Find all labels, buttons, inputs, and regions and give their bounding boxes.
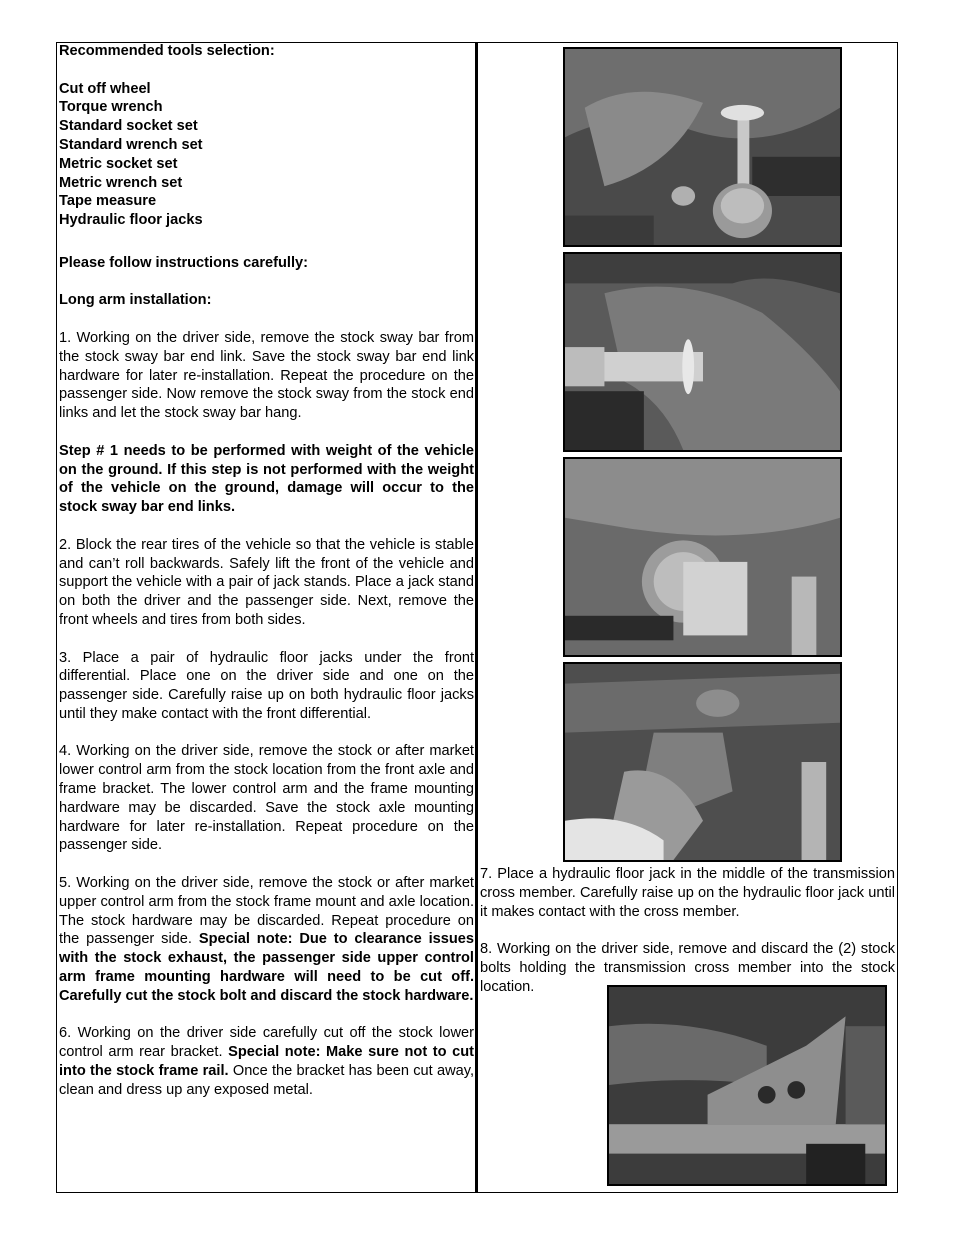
tool-item: Metric socket set <box>59 155 178 172</box>
photo-frame-cut <box>563 252 842 452</box>
step-5-text: 5. Working on the driver side, remove the stock or after market upper control arm from the stock frame mount and axle location. The stock hardware may be discarded. Repeat procedure on the passenger side. <box>59 875 474 948</box>
step-6 <box>59 1024 474 1099</box>
photo-grinder <box>563 457 842 657</box>
tool-item: Standard wrench set <box>59 136 203 153</box>
step-6-text: 6. Working on the driver side carefully cut off the stock lower control arm rear bracket. <box>59 1025 474 1061</box>
follow-heading: Please follow instructions carefully: <box>59 254 308 271</box>
tool-item: Torque wrench <box>59 99 163 116</box>
tool-item: Cut off wheel <box>59 80 151 97</box>
tool-item: Hydraulic floor jacks <box>59 212 203 229</box>
tool-item: Standard socket set <box>59 118 198 135</box>
step-5-special-note: Special note: Due to clearance issues with the stock exhaust, the passenger side upper control arm frame mounting hardware will need to be cut off. Carefully cut the stock bolt and discard the stock hardware. <box>59 931 475 1004</box>
step-1-warning: Step # 1 needs to be performed with weight of the vehicle on the ground. If this step is not performed with the weight of the vehicle on the ground, damage will occur to the stock sway bar end links. <box>59 442 474 516</box>
step-1: 1. Working on the driver side, remove the stock sway bar from the stock sway bar end link. Save the stock sway bar end link hardware for later re-installation. Repeat the procedure on the passenger side. Now remove the stock sway from the stock end links and let the stock sway bar hang. <box>59 329 474 422</box>
step-3: 3. Place a pair of hydraulic floor jacks under the front differential. Place one on the driver side and one on the passenger side. Carefully raise up on both hydraulic floor jacks until they make contact with the front differential. <box>59 649 474 722</box>
photo-sway-bar <box>563 47 842 247</box>
tools-heading: Recommended tools selection: <box>59 43 275 59</box>
photo-transmission-crossmember <box>607 985 887 1186</box>
tool-item: Tape measure <box>59 193 157 210</box>
step-8: 8. Working on the driver side, remove and discard the (2) stock bolts holding the transmission cross member into the stock location. <box>480 941 895 995</box>
column-divider <box>475 42 478 1193</box>
left-column <box>59 42 474 1100</box>
step-7: 7. Place a hydraulic floor jack in the middle of the transmission cross member. Carefully raise up on the hydraulic floor jack until it makes contact with the cross member. <box>480 866 895 920</box>
step-6-tail: Once the bracket has been cut away, clean and dress up any exposed metal. <box>59 1063 475 1098</box>
step-2: 2. Block the rear tires of the vehicle so that the vehicle is stable and can’t roll backwards. Safely lift the front of the vehicle and support the vehicle with a pair of jack stands. Place a jack stand on both the driver and the passenger side. Next, remove the front wheels and tires from both sides. <box>59 536 474 628</box>
section-heading: Long arm installation: <box>59 292 212 309</box>
step-5 <box>59 874 474 1006</box>
photo-lower-arm-bracket <box>563 662 842 862</box>
step-4: 4. Working on the driver side, remove the stock or after market lower control arm from the stock location from the front axle and frame bracket. The lower control arm and the frame mounting hardware may be discarded. Save the stock axle mounting hardware for later re-installation. Repeat procedure on the passenger side. <box>59 743 474 854</box>
tool-item: Metric wrench set <box>59 174 183 191</box>
step-6-special-note: Special note: Make sure not to cut into the stock frame rail. <box>59 1044 474 1080</box>
